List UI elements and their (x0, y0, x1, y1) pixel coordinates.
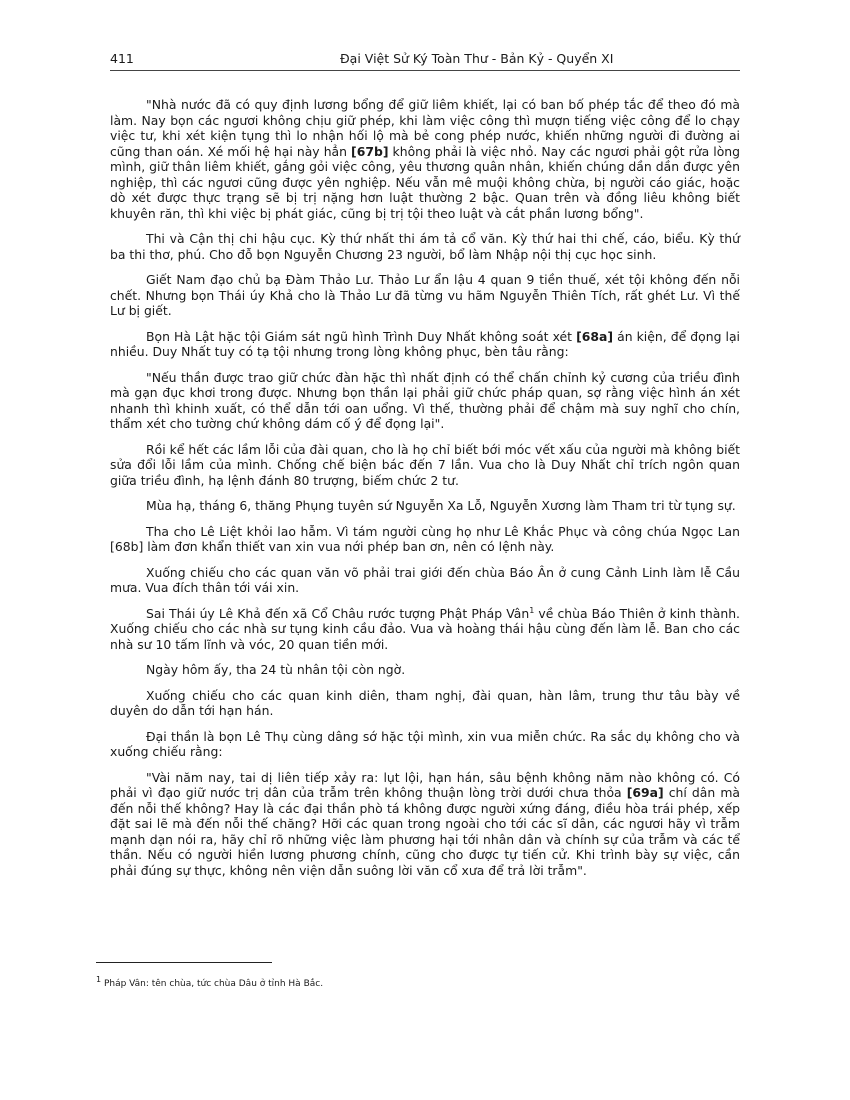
paragraph-pardon: Tha cho Lê Liệt khỏi lao hẫm. Vì tám người cùng họ như Lê Khắc Phục và công chúa Ngọc Lan [68b] làm đơn khẩn thiết van xin vua nới phép ban ơn, nên có lệnh này. (110, 523, 740, 554)
footnote-marker: 1 (529, 605, 535, 615)
paragraph-edict (110, 770, 740, 879)
paragraph-text: Sai Thái úy Lê Khả đến xã Cổ Châu rước tượng Phật Pháp Vân (146, 605, 530, 621)
paragraph-prisoners: Ngày hôm ấy, tha 24 tù nhân tội còn ngờ. (146, 662, 406, 677)
paragraph-ministers: Đại thần là bọn Lê Thụ cùng dâng sớ hặc tội mình, xin vua miễn chức. Ra sắc dụ không cho và xuống chiếu rằng: (110, 728, 740, 759)
paragraph-exam: Thi và Cận thị chi hậu cục. Kỳ thứ nhất thi ám tả cổ văn. Kỳ thứ hai thi chế, cáo, biểu. Kỳ thứ ba thi thơ, phú. Cho đỗ bọn Nguyễn Chương 23 người, bổ làm Nhập nội thị cục học sinh. (110, 231, 740, 262)
running-title: Đại Việt Sử Ký Toàn Thư - Bản Kỷ - Quyển XI (340, 51, 614, 66)
paragraph-text: "Nhà nước đã có quy định lương bổng để giữ liêm khiết, lại có ban bố phép tắc để theo đó mà làm. Nay bọn các ngươi không chịu giữ phép, khi làm việc công thì mượn tiếng việc công để lo chạy việc tư, khi xét kiện tụng thì lo nhận hối lộ mà bẻ cong phép nước, khiến những người đi đường ai cũng than oán. Xé mối hệ hại này hẳn (110, 97, 740, 159)
folio-reference: [69a] (626, 785, 664, 800)
paragraph-text: về chùa Báo Thiên ở kinh thành. Xuống chiếu cho các nhà sư tụng kinh cầu đảo. Vua và hoàng thái hậu cùng đến làm lễ. Ban cho các nhà sư 10 tấm lĩnh và vóc, 20 quan tiền mới. (110, 605, 740, 652)
paragraph-promotion: Mùa hạ, tháng 6, thăng Phụng tuyên sứ Nguyễn Xa Lỗ, Nguyễn Xương làm Tham tri từ tụng sự. (146, 498, 736, 513)
page-header (110, 51, 740, 71)
paragraph-text: án kiện, để đọng lại nhiều. Duy Nhất tuy có tạ tội nhưng trong lòng không phục, bèn tâu rằng: (110, 328, 740, 359)
footnote-number: 1 (96, 975, 102, 984)
folio-reference: [67b] (351, 143, 389, 159)
paragraph-text: chí dân mà đến nỗi thế không? Hay là các đại thần phò tá không được người xứng đáng, điều hòa trái phép, xếp đặt sai lẽ mà đến nỗi thế chăng? Hỡi các quan trong ngoài cho tới các sĩ dân, các ngươi hãy vì trẫm mạnh dạn nói ra, hãy chỉ rõ những việc làm phương hại tới nhân dân và chính sự của trẫm và các tể thần. Nếu có người hiền lương phương chính, cũng cho được tự tiến cử. Khi trình bày sự việc, cần phải đúng sự thực, không nên viện dẫn suông lời văn cổ xưa để trả lời trẫm". (110, 785, 740, 878)
body-text (110, 97, 740, 888)
header-rule (110, 70, 740, 71)
paragraph-decree (110, 97, 740, 221)
paragraph-impeachment (110, 329, 740, 360)
paragraph-drought-cause: Xuống chiếu cho các quan kinh diên, tham nghị, đài quan, hàn lâm, trung thư tâu bày về duyên do dẫn tới hạn hán. (110, 687, 740, 718)
paragraph-memorial: "Nếu thần được trao giữ chức đàn hặc thì nhất định có thể chấn chỉnh kỷ cương của triều đình mà gạn đục khơi trong được. Nhưng bọn thần lại phải giữ chức pháp quan, sợ rằng việc hình án xét nhanh thì khinh xuất, có thể dẫn tới oan uổng. Vì thế, thường phải để chậm mà suy nghĩ cho chín, thẩm xét cho tường chứ không dám cố ý để đọng lại". (110, 369, 740, 431)
paragraph-text: Bọn Hà Lật hặc tội Giám sát ngũ hình Trình Duy Nhất không soát xét (146, 328, 577, 344)
paragraph-rain-prayer: Xuống chiếu cho các quan văn võ phải trai giới đến chùa Báo Ân ở cung Cảnh Linh làm lễ Cầu mưa. Vua đích thân tới vái xin. (110, 564, 740, 595)
page-number: 411 (110, 51, 134, 66)
footnote-text: Pháp Vân: tên chùa, tức chùa Dâu ở tỉnh Hà Bắc. (101, 979, 324, 989)
paragraph-execution: Giết Nam đạo chủ bạ Đàm Thảo Lư. Thảo Lư ẩn lậu 4 quan 9 tiền thuế, xét tội không đến nỗi chết. Nhưng bọn Thái úy Khả cho là Thảo Lư đã từng vu hãm Nguyễn Thiên Tích, rất ghét Lư. Vì thế Lư bị giết. (110, 272, 740, 318)
paragraph-text: "Vài năm nay, tai dị liên tiếp xảy ra: lụt lội, hạn hán, sâu bệnh không năm nào không có. Có phải vì đạo giữ nước trị dân của trẫm trên không thuận lòng trời dưới chưa thỏa (110, 769, 740, 800)
folio-reference: [68a] (576, 328, 614, 344)
paragraph-punishment: Rồi kể hết các lầm lỗi của đài quan, cho là họ chỉ biết bới móc vết xấu của người mà không biết sửa đổi lỗi lầm của mình. Chống chế biện bác đến 7 lần. Vua cho là Duy Nhất chỉ trích ngôn quan giữa triều đình, hạ lệnh đánh 80 trượng, biếm chức 2 tư. (110, 441, 740, 488)
footnote (96, 975, 736, 990)
footnote-rule (96, 962, 272, 963)
paragraph-text: không phải là việc nhỏ. Nay các ngươi phải gột rửa lòng mình, giữ thân liêm khiết, gắng gỏi việc công, yêu thương quân nhân, khiến chúng dần dần được yên nghiệp, thì các ngươi cũng được yên nghiệp. Nếu vẫn mê muội không chừa, bị người cáo giác, hoặc dò xét được thực trạng sẽ bị trị nặng hơn luật thường 2 bậc. Quan trên và đồng liêu không biết khuyên răn, thì khi việc bị phát giác, cũng bị trị tội theo luật và cắt phần lương bổng". (110, 143, 740, 221)
paragraph-buddha-statue (110, 606, 740, 653)
